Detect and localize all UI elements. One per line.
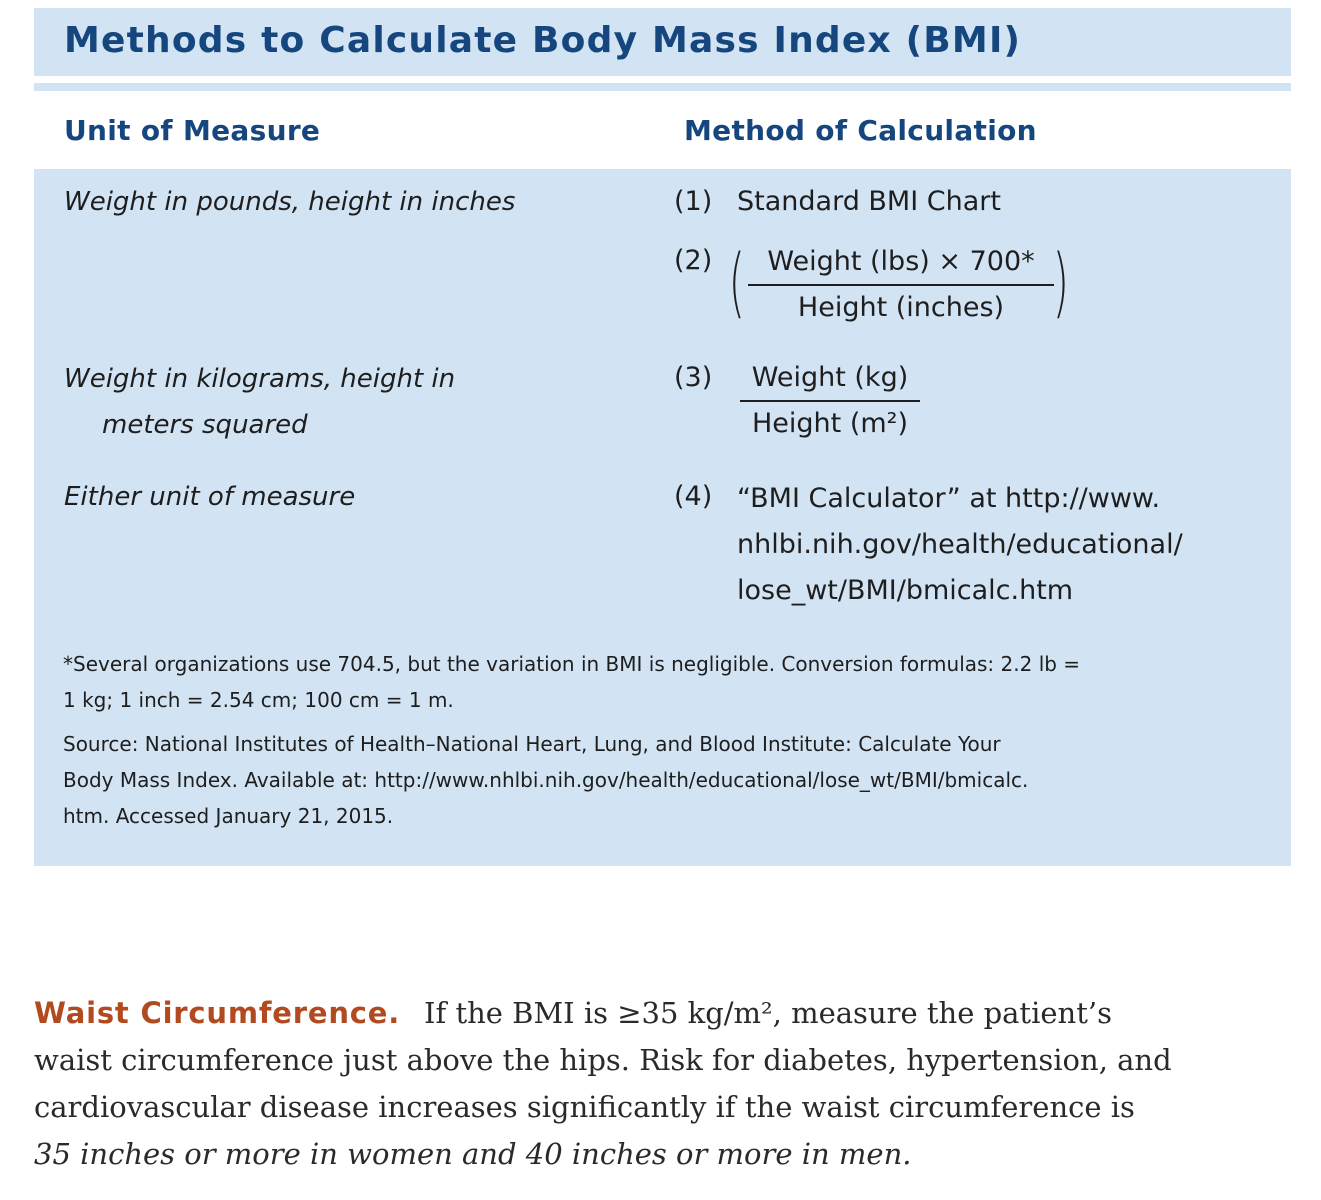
divider-rule xyxy=(34,83,1291,91)
page-title: Methods to Calculate Body Mass Index (BMI) xyxy=(64,20,1022,61)
waist-heading: Waist Circumference. xyxy=(34,996,401,1030)
waist-line-3: cardiovascular disease increases significantly if the waist circumference is xyxy=(34,1090,1135,1124)
footnote-line-2: 1 kg; 1 inch = 2.54 cm; 100 cm = 1 m. xyxy=(63,688,454,712)
method-3-denominator: Height (m²) xyxy=(751,408,909,439)
waist-line-1 xyxy=(34,990,1291,1037)
column-header-unit: Unit of Measure xyxy=(64,114,321,147)
source-note xyxy=(63,726,1268,834)
method-1-number: (1) xyxy=(674,186,713,217)
method-4-line-1: “BMI Calculator” at http://www. xyxy=(737,483,1161,514)
waist-line-4: 35 inches or more in women and 40 inches or more in men. xyxy=(34,1137,912,1171)
footnote-line-1: *Several organizations use 704.5, but the variation in BMI is negligible. Conversion formulas: 2.2 lb = xyxy=(63,652,1081,676)
source-line-2: Body Mass Index. Available at: http://www.nhlbi.nih.gov/health/educational/lose_wt/BMI/bmicalc. xyxy=(63,768,1029,792)
unit-row-2-line-1: Weight in kilograms, height in xyxy=(64,364,456,394)
method-4-line-2: nhlbi.nih.gov/health/educational/ xyxy=(737,529,1183,560)
method-1-text: Standard BMI Chart xyxy=(737,186,1001,217)
method-3-fraction xyxy=(740,360,920,442)
method-2-number: (2) xyxy=(674,245,713,276)
waist-text-1: If the BMI is ≥35 kg/m², measure the patient’s xyxy=(424,996,1112,1030)
waist-paragraph xyxy=(34,990,1291,1178)
method-4-text xyxy=(737,476,1183,614)
method-4-line-3: lose_wt/BMI/bmicalc.htm xyxy=(737,575,1074,606)
unit-row-3: Either unit of measure xyxy=(64,482,356,512)
unit-row-2-line-2: meters squared xyxy=(102,410,308,440)
method-4-number: (4) xyxy=(674,481,713,512)
source-line-1: Source: National Institutes of Health–National Heart, Lung, and Blood Institute: Calculate Your xyxy=(63,732,1001,756)
footnote xyxy=(63,646,1268,718)
method-3-number: (3) xyxy=(674,362,713,393)
waist-line-2: waist circumference just above the hips. Risk for diabetes, hypertension, and xyxy=(34,1043,1172,1077)
method-2-fraction xyxy=(748,244,1054,326)
method-2-numerator: Weight (lbs) × 700* xyxy=(767,246,1035,277)
unit-row-1: Weight in pounds, height in inches xyxy=(64,187,516,217)
method-3-numerator: Weight (kg) xyxy=(751,362,909,393)
source-line-3: htm. Accessed January 21, 2015. xyxy=(63,804,394,828)
column-header-method: Method of Calculation xyxy=(684,114,1037,147)
right-paren: ) xyxy=(1052,237,1069,326)
method-2-denominator: Height (inches) xyxy=(797,292,1005,323)
unit-row-2 xyxy=(64,356,455,448)
title-bar xyxy=(34,8,1291,76)
left-paren: ( xyxy=(728,237,745,326)
